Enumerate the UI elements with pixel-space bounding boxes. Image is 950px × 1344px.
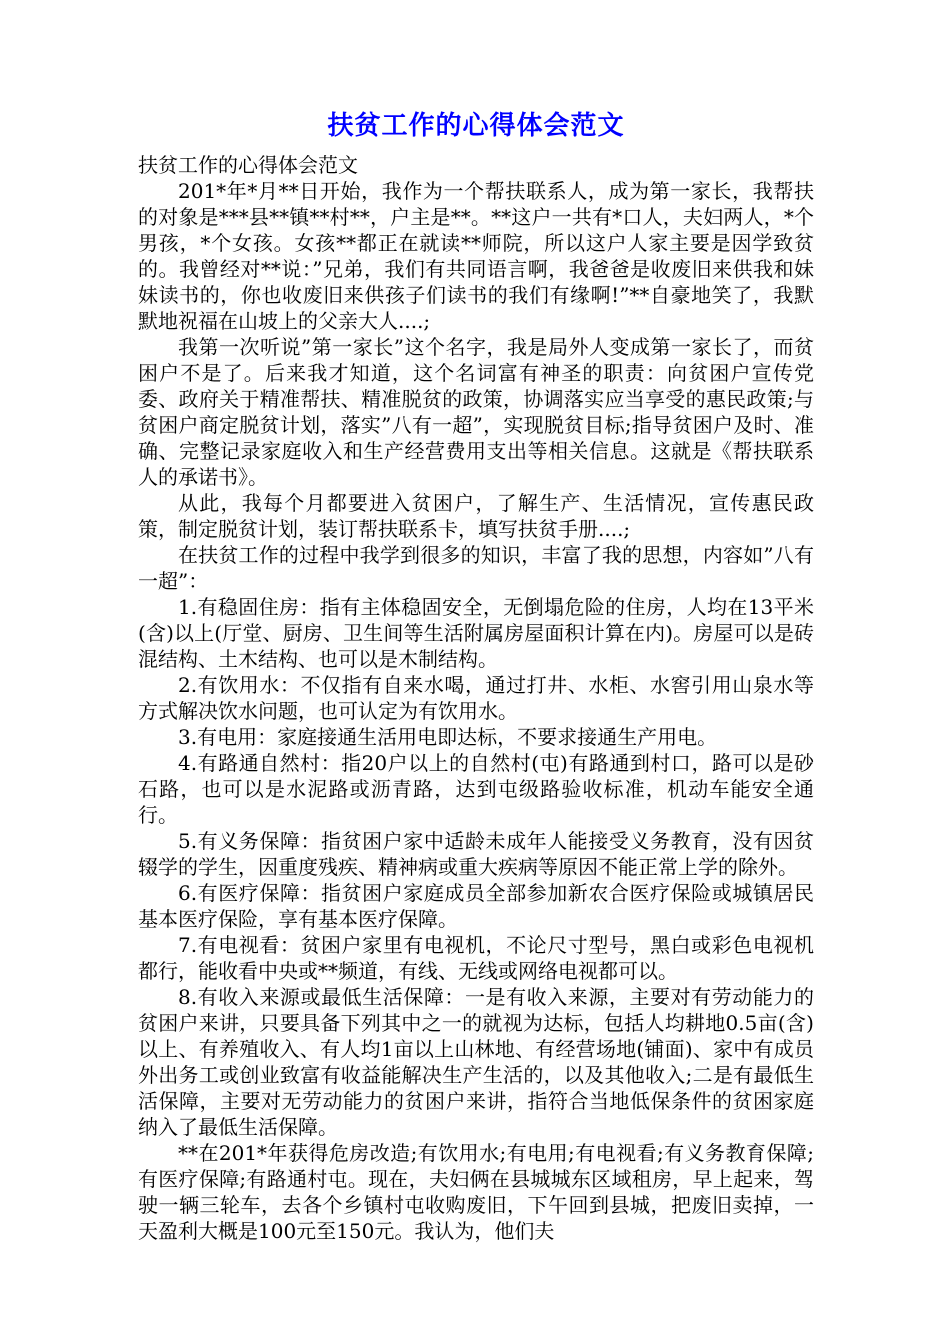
paragraph-monthly-visits: 从此，我每个月都要进入贫困户，了解生产、生活情况，宣传惠民政策，制定脱贫计划，装订帮扶联系卡，填写扶贫手册....;: [138, 491, 814, 541]
document-title: 扶贫工作的心得体会范文: [327, 111, 625, 141]
paragraph-intro: 201*年*月**日开始，我作为一个帮扶联系人，成为第一家长，我帮扶的对象是***县**镇**村**，户主是**。**这户一共有*口人，夫妇两人，*个男孩，*个女孩。女孩**都正在就读**师院，所以这户人家主要是因学致贫的。我曾经对**说：”兄弟，我们有共同语言啊，我爸爸是收废旧来供我和妹妹读书的，你也收废旧来供孩子们读书的我们有缘啊!”**自豪地笑了，我默默地祝福在山坡上的父亲大人....;: [138, 179, 814, 333]
document-subtitle: 扶贫工作的心得体会范文: [138, 153, 358, 177]
paragraph-item-housing: 1.有稳固住房：指有主体稳固安全，无倒塌危险的住房，人均在13平米(含)以上(厅堂、厨房、卫生间等生活附属房屋面积计算在内)。房屋可以是砖混结构、土木结构、也可以是木制结构。: [138, 595, 814, 671]
paragraph-item-water: 2.有饮用水：不仅指有自来水喝，通过打井、水柜、水窖引用山泉水等方式解决饮水问题，也可认定为有饮用水。: [138, 673, 814, 723]
document-page: [138, 100, 814, 1244]
paragraph-item-income: 8.有收入来源或最低生活保障：一是有收入来源，主要对有劳动能力的贫困户来讲，只要具备下列其中之一的就视为达标，包括人均耕地0.5亩(含)以上、有养殖收入、有人均1亩以上山林地、有经营场地(铺面)、家中有成员外出务工或创业致富有收益能解决生产生活的，以及其他收入;二是有最低生活保障，主要对无劳动能力的贫困户来讲，指符合当地低保条件的贫困家庭纳入了最低生活保障。: [138, 985, 814, 1139]
paragraph-item-electricity: 3.有电用：家庭接通生活用电即达标，不要求接通生产用电。: [178, 725, 718, 749]
paragraph-item-medical: 6.有医疗保障：指贫困户家庭成员全部参加新农合医疗保险或城镇居民基本医疗保险，享有基本医疗保障。: [138, 881, 814, 931]
paragraph-item-education: 5.有义务保障：指贫困户家中适龄未成年人能接受义务教育，没有因贫辍学的学生，因重度残疾、精神病或重大疾病等原因不能正常上学的除外。: [138, 829, 814, 879]
paragraph-item-tv: 7.有电视看：贫困户家里有电视机，不论尺寸型号，黑白或彩色电视机都行，能收看中央或**频道，有线、无线或网络电视都可以。: [138, 933, 814, 983]
paragraph-eight-haves-intro: 在扶贫工作的过程中我学到很多的知识，丰富了我的思想，内容如”八有一超”：: [138, 543, 814, 593]
paragraph-item-road: 4.有路通自然村：指20户以上的自然村(屯)有路通到村口，路可以是砂石路，也可以是水泥路或沥青路，达到屯级路验收标准，机动车能安全通行。: [138, 751, 814, 827]
paragraph-current-status: **在201*年获得危房改造;有饮用水;有电用;有电视看;有义务教育保障;有医疗保障;有路通村屯。现在，夫妇俩在县城城东区域租房，早上起来，驾驶一辆三轮车，去各个乡镇村屯收购废旧，下午回到县城，把废旧卖掉，一天盈利大概是100元至150元。我认为，他们夫: [138, 1141, 814, 1243]
paragraph-first-parent: 我第一次听说”第一家长”这个名字，我是局外人变成第一家长了，而贫困户不是了。后来我才知道，这个名词富有神圣的职责：向贫困户宣传党委、政府关于精准帮扶、精准脱贫的政策，协调落实应当享受的惠民政策;与贫困户商定脱贫计划，落实”八有一超”，实现脱贫目标;指导贫困户及时、准确、完整记录家庭收入和生产经营费用支出等相关信息。这就是《帮扶联系人的承诺书》。: [138, 335, 814, 489]
